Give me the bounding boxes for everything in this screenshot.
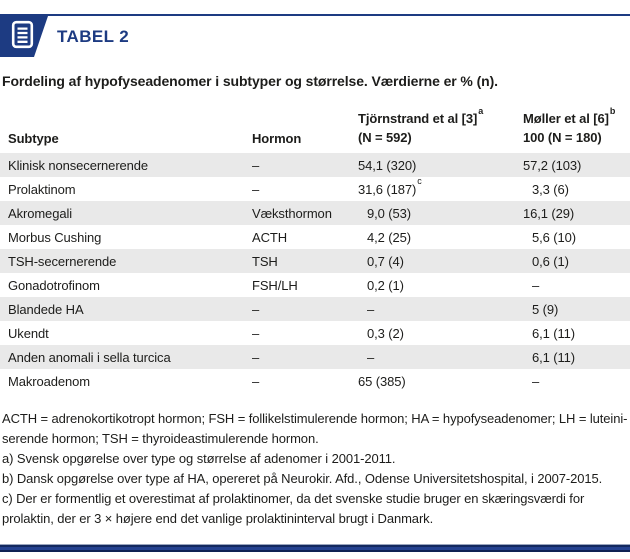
cell-subtype: TSH-secernerende [8,253,117,269]
cell-hormon: – [252,181,260,197]
footnote-line: c) Der er formentlig et overestimat af prolaktinomer, da det svenske studie bruger en skæringsværdi for [2,491,585,506]
table-kicker: TABEL 2 [57,26,130,46]
column-header-hormon: Hormon [252,131,302,146]
cell-study1-value: 31,6 $(187)^c$ [358,176,422,197]
cell-hormon: – [252,373,260,389]
table-row [0,225,630,249]
study2-n: 100 (N = 180) [523,130,602,145]
cell-study1-value: 65 (385) [358,373,406,389]
study1-name: Tjörnstrand et al [3] [358,111,478,126]
table-caption: Fordeling af hypofyseadenomer i subtyper og størrelse. Værdierne er % (n). [2,73,498,89]
cell-study2-value: 6,1 (11) [532,349,576,365]
cell-study1-value: 4,2 (25) [367,229,412,245]
study2-name: Møller et al [6] [523,111,609,126]
footnote-line: serende hormon; TSH = thyroideastimulerende hormon. [2,431,319,446]
table-row [0,369,630,393]
cell-subtype: Blandede HA [8,301,84,317]
bottom-rule [0,544,630,552]
cell-study1-value: 0,3 (2) [367,325,404,341]
footnote-line: a) Svensk opgørelse over type og størrelse af adenomer i 2001-2011. [2,451,396,466]
table-header-row [0,105,630,153]
table-row [0,321,630,345]
footnote-line: prolaktin, der er 3 × højere end det vanlige prolaktininterval brugt i Danmark. [2,511,434,526]
table-row [0,273,630,297]
cell-subtype: Morbus Cushing [8,229,102,245]
cell-study2-value: 57,2 (103) [523,157,582,173]
cell-study1-value: – [367,349,375,365]
table-row [0,153,630,177]
cell-subtype: Akromegali [8,205,73,221]
cell-hormon: – [252,157,260,173]
cell-study2-value: 3,3 (6) [532,181,569,197]
footnotes [2,409,627,529]
cell-hormon: Væksthormon [252,205,332,221]
table-row [0,201,630,225]
cell-study1-value: 0,7 (4) [367,253,404,269]
cell-study2-value: 16,1 (29) [523,205,575,221]
footnote-line: b) Dansk opgørelse over type af HA, opereret på Neurokir. Afd., Odense Universitetshospital, i 2007-2015. [2,471,603,486]
study1-footnote-marker: a [478,105,484,116]
column-header-study1 [358,105,523,153]
cell-study1-value: 54,1 (320) [358,157,417,173]
table-row [0,249,630,273]
cell-study1-value: 0,2 (1) [367,277,404,293]
cell-hormon: – [252,301,260,317]
cell-hormon: ACTH [252,229,287,245]
table-row [0,297,630,321]
cell-study1-value: – [367,301,375,317]
cell-subtype: Klinisk nonsecernerende [8,157,149,173]
cell-hormon: – [252,325,260,341]
study2-footnote-marker: b [609,105,616,116]
cell-study2-value: – [532,373,540,389]
study1-n: (N = 592) [358,130,412,145]
data-table [0,105,630,393]
table-row [0,177,630,201]
cell-study2-value: 6,1 (11) [532,325,576,341]
cell-subtype: Prolaktinom [8,181,76,197]
document-list-icon [0,20,34,54]
footnote-line: ACTH = adrenokortikotropt hormon; FSH = follikelstimulerende hormon; HA = hypofyseadenomer; LH = luteini- [2,411,628,426]
column-header-subtype: Subtype [8,131,59,146]
cell-study2-value: 0,6 (1) [532,253,569,269]
table-badge [0,16,48,57]
cell-study2-value: 5,6 (10) [532,229,577,245]
cell-study1-value: 9,0 (53) [367,205,412,221]
cell-hormon: – [252,349,260,365]
table-row [0,345,630,369]
cell-subtype: Makroadenom [8,373,90,389]
cell-hormon: FSH/LH [252,277,298,293]
cell-subtype: Gonadotrofinom [8,277,100,293]
table-header-band [0,16,630,57]
cell-hormon: TSH [252,253,278,269]
column-header-study2 [523,105,630,153]
cell-subtype: Ukendt [8,325,49,341]
cell-subtype: Anden anomali i sella turcica [8,349,171,365]
cell-study2-value: – [532,277,540,293]
cell-study2-value: 5 (9) [532,301,559,317]
